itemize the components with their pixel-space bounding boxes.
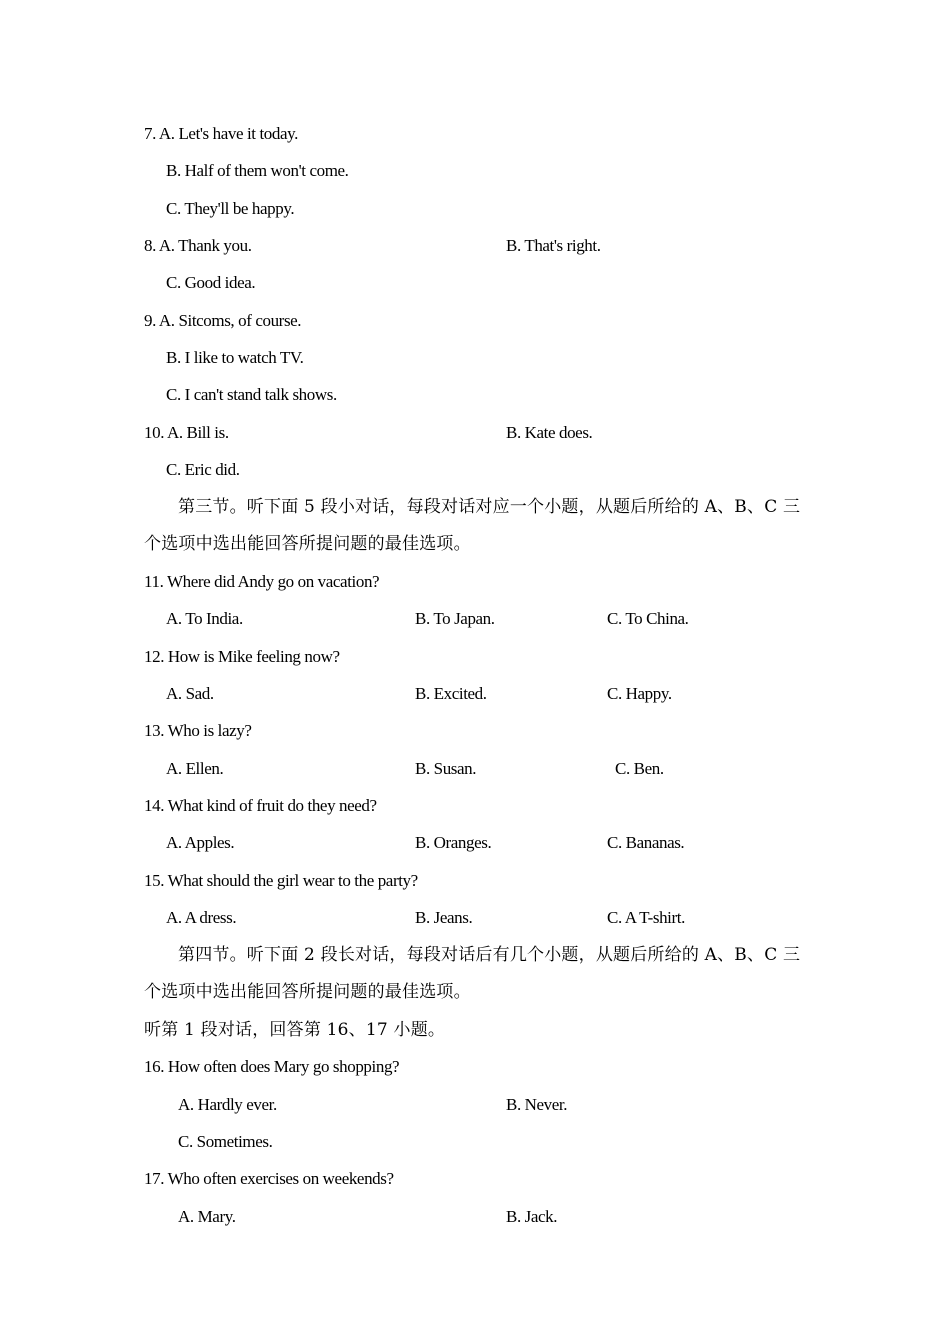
q10-option-b: B. Kate does.	[506, 423, 593, 442]
section4-instructions-line2: 个选项中选出能回答所提问题的最佳选项。	[144, 982, 471, 1002]
q14-option-c: C. Bananas.	[607, 833, 685, 852]
q9-option-a: 9. A. Sitcoms, of course.	[144, 311, 302, 330]
q10-option-a: 10. A. Bill is.	[144, 423, 229, 442]
q12-question: 12. How is Mike feeling now?	[144, 647, 340, 666]
q17-option-b: B. Jack.	[506, 1207, 558, 1226]
q10-option-c: C. Eric did.	[166, 460, 240, 479]
q16-option-c: C. Sometimes.	[178, 1132, 273, 1151]
q12-option-a: A. Sad.	[166, 684, 214, 703]
q15-option-b: B. Jeans.	[415, 908, 473, 927]
q7-option-c: C. They'll be happy.	[166, 199, 295, 218]
q9-option-c: C. I can't stand talk shows.	[166, 385, 337, 404]
q16-option-a: A. Hardly ever.	[178, 1095, 277, 1114]
q8-option-b: B. That's right.	[506, 236, 601, 255]
q13-question: 13. Who is lazy?	[144, 721, 252, 740]
q15-option-c: C. A T-shirt.	[607, 908, 685, 927]
dialogue1-heading: 听第 1 段对话，回答第 16、17 小题。	[144, 1020, 446, 1040]
section3-instructions-line2: 个选项中选出能回答所提问题的最佳选项。	[144, 534, 471, 554]
q14-question: 14. What kind of fruit do they need?	[144, 796, 377, 815]
q7-option-a: 7. A. Let's have it today.	[144, 124, 298, 143]
q13-option-c: C. Ben.	[615, 759, 664, 778]
q8-option-c: C. Good idea.	[166, 273, 256, 292]
q11-option-b: B. To Japan.	[415, 609, 495, 628]
q17-question: 17. Who often exercises on weekends?	[144, 1169, 394, 1188]
q13-option-a: A. Ellen.	[166, 759, 224, 778]
q14-option-a: A. Apples.	[166, 833, 235, 852]
q16-option-b: B. Never.	[506, 1095, 568, 1114]
section4-instructions-line1: 第四节。听下面 2 段长对话，每段对话后有几个小题，从题后所给的 A、B、C 三	[178, 945, 801, 965]
q16-question: 16. How often does Mary go shopping?	[144, 1057, 400, 1076]
q12-option-c: C. Happy.	[607, 684, 672, 703]
q15-option-a: A. A dress.	[166, 908, 237, 927]
q11-option-c: C. To China.	[607, 609, 689, 628]
q12-option-b: B. Excited.	[415, 684, 487, 703]
q17-option-a: A. Mary.	[178, 1207, 236, 1226]
section3-instructions-line1: 第三节。听下面 5 段小对话，每段对话对应一个小题，从题后所给的 A、B、C 三	[178, 497, 801, 517]
q15-question: 15. What should the girl wear to the party?	[144, 871, 418, 890]
q14-option-b: B. Oranges.	[415, 833, 492, 852]
q8-option-a: 8. A. Thank you.	[144, 236, 252, 255]
q11-question: 11. Where did Andy go on vacation?	[144, 572, 380, 591]
q9-option-b: B. I like to watch TV.	[166, 348, 304, 367]
q11-option-a: A. To India.	[166, 609, 243, 628]
q7-option-b: B. Half of them won't come.	[166, 161, 349, 180]
q13-option-b: B. Susan.	[415, 759, 477, 778]
